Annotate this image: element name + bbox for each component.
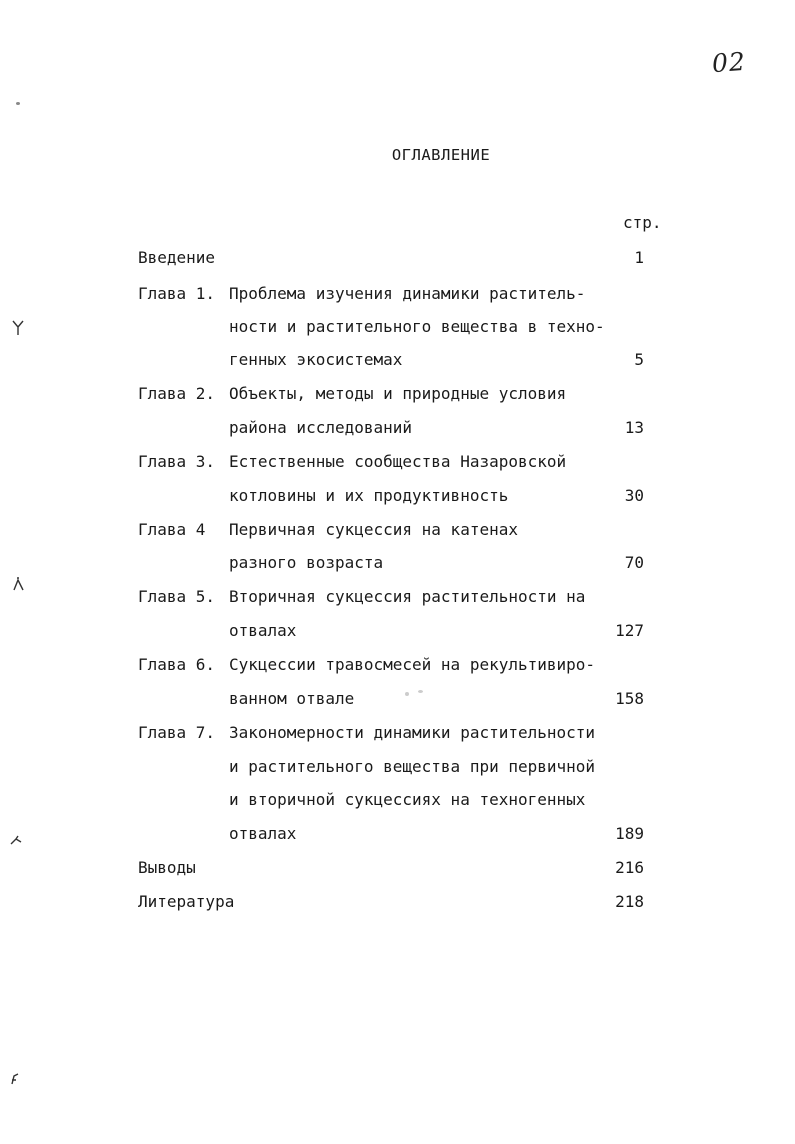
toc-entry-ch2-page: 13 bbox=[624, 418, 644, 437]
toc-entry-ch7-title-line4: отвалах bbox=[229, 824, 297, 843]
scan-speck bbox=[16, 102, 20, 105]
toc-entry-conclusions-title: Выводы bbox=[138, 858, 196, 877]
toc-entry-ch7-title-line1: Закономерности динамики растительности bbox=[229, 723, 596, 742]
scan-speck bbox=[418, 690, 423, 693]
toc-entry-ch7-page: 189 bbox=[615, 824, 644, 843]
toc-heading: ОГЛАВЛЕНИЕ bbox=[391, 146, 491, 164]
toc-entry-ch2-title-line2: района исследований bbox=[229, 418, 413, 437]
toc-entry-ch1-page: 5 bbox=[634, 350, 644, 369]
toc-entry-ch6-title-line2: ванном отвале bbox=[229, 689, 355, 708]
toc-entry-ch1-title-line3: генных экосистемах bbox=[229, 350, 403, 369]
page-column-label: стр. bbox=[623, 213, 662, 232]
toc-entry-ch5-title-line1: Вторичная сукцессия растительности на bbox=[229, 587, 586, 606]
binding-mark-icon bbox=[6, 1070, 22, 1088]
toc-entry-ch6-page: 158 bbox=[615, 689, 644, 708]
toc-entry-conclusions-page: 216 bbox=[615, 858, 644, 877]
toc-entry-ch1-title-line2: ности и растительного вещества в техно- bbox=[229, 317, 605, 336]
toc-entry-intro-title: Введение bbox=[138, 248, 216, 267]
binding-mark-icon bbox=[8, 832, 24, 848]
toc-entry-ch7-title-line3: и вторичной сукцессиях на техногенных bbox=[229, 790, 586, 809]
toc-entry-ch6-label: Глава 6. bbox=[138, 655, 216, 674]
toc-entry-ch4-label: Глава 4 bbox=[138, 520, 206, 539]
scan-speck bbox=[405, 692, 409, 696]
toc-entry-ch4-title-line1: Первичная сукцессия на катенах bbox=[229, 520, 518, 539]
toc-entry-ch4-page: 70 bbox=[624, 553, 644, 572]
toc-entry-ch6-title-line1: Сукцессии травосмесей на рекультивиро- bbox=[229, 655, 596, 674]
toc-entry-intro-page: 1 bbox=[634, 248, 644, 267]
toc-entry-ch5-title-line2: отвалах bbox=[229, 621, 297, 640]
handwritten-page-number: 02 bbox=[711, 46, 747, 79]
toc-entry-ch3-page: 30 bbox=[624, 486, 644, 505]
toc-entry-ch4-title-line2: разного возраста bbox=[229, 553, 384, 572]
toc-entry-ch2-title-line1: Объекты, методы и природные условия bbox=[229, 384, 567, 403]
toc-entry-literature-title: Литература bbox=[138, 892, 235, 911]
toc-entry-ch7-title-line2: и растительного вещества при первичной bbox=[229, 757, 596, 776]
binding-mark-icon bbox=[10, 574, 26, 594]
toc-entry-ch5-page: 127 bbox=[615, 621, 644, 640]
binding-mark-icon bbox=[10, 318, 26, 338]
toc-entry-literature-page: 218 bbox=[615, 892, 644, 911]
toc-entry-ch5-label: Глава 5. bbox=[138, 587, 216, 606]
toc-entry-ch1-label: Глава 1. bbox=[138, 284, 216, 303]
toc-entry-ch2-label: Глава 2. bbox=[138, 384, 216, 403]
toc-entry-ch3-title-line1: Естественные сообщества Назаровской bbox=[229, 452, 567, 471]
toc-entry-ch3-title-line2: котловины и их продуктивность bbox=[229, 486, 509, 505]
toc-entry-ch1-title-line1: Проблема изучения динамики раститель- bbox=[229, 284, 586, 303]
toc-entry-ch3-label: Глава 3. bbox=[138, 452, 216, 471]
toc-entry-ch7-label: Глава 7. bbox=[138, 723, 216, 742]
